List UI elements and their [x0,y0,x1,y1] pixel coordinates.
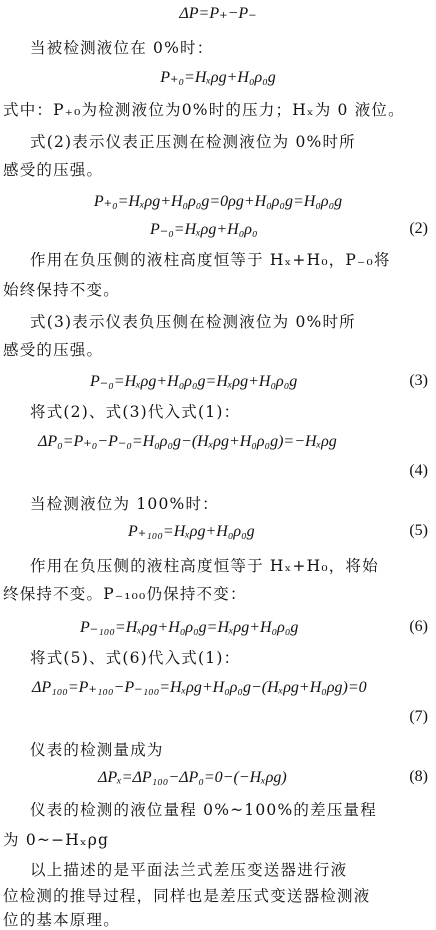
equation-number-2: (2) [409,220,428,237]
equation-5: P₊₁₀₀=Hₓρg+H₀ρ₀g [128,523,255,540]
paragraph-line: 式中：P₊₀为检测液位为0%时的压力；Hₓ为 0 液位。 [3,101,405,119]
paragraph-line: 位的基本原理。 [3,911,120,929]
equation-number-6: (6) [409,618,428,635]
paragraph-line: 终保持不变。P₋₁₀₀仍保持不变： [3,585,247,603]
paragraph-line: 始终保持不变。 [3,281,120,299]
equation-7: ΔP₁₀₀=P₊₁₀₀−P₋₁₀₀=Hₓρg+H₀ρ₀g−(Hₓρg+H₀ρg)=0 [32,679,367,696]
paragraph-line: 仪表的检测量成为 [30,741,164,759]
equation-delta-p: ΔP=P₊−P₋ [179,5,257,22]
equation-2: P₋₀=Hₓρg+H₀ρ₀ [150,221,258,238]
paragraph-line: 作用在负压侧的液柱高度恒等于 Hₓ+H₀，P₋₀将 [30,251,391,269]
paragraph-line: 位检测的推导过程，同样也是差压式变送器检测液 [3,887,371,905]
paragraph-line: 将式(5)、式(6)代入式(1)： [30,649,241,667]
equation-p-plus-0: P₊₀=Hₓρg+H₀ρ₀g [160,69,276,86]
paragraph-line: 作用在负压侧的液柱高度恒等于 Hₓ+H₀，将始 [30,557,379,575]
paragraph-line: 以上描述的是平面法兰式差压变送器进行液 [30,861,348,879]
equation-number-7: (7) [409,708,428,725]
paragraph-line: 式(3)表示仪表负压侧在检测液位为 0%时所 [30,313,356,331]
equation-4: ΔP₀=P₊₀−P₋₀=H₀ρ₀g−(Hₓρg+H₀ρ₀g)=−Hₓρg [38,433,337,450]
paragraph-line: 将式(2)、式(3)代入式(1)： [30,403,241,421]
equation-8: ΔPₓ=ΔP₁₀₀−ΔP₀=0−(−Hₓρg) [98,769,287,786]
paragraph-line: 感受的压强。 [3,161,104,179]
equation-number-3: (3) [409,372,428,389]
paragraph-line: 当检测液位为 100%时： [30,495,219,513]
paragraph-line: 当被检测液位在 0%时： [30,39,214,57]
equation-number-4: (4) [409,462,428,479]
paragraph-line: 感受的压强。 [3,341,104,359]
equation-6: P₋₁₀₀=Hₓρg+H₀ρ₀g=Hₓρg+H₀ρ₀g [80,619,299,636]
paragraph-line: 仪表的检测的液位量程 0%~100%的差压量程 [30,801,377,819]
equation-number-8: (8) [409,768,428,785]
equation-3: P₋₀=Hₓρg+H₀ρ₀g=Hₓρg+H₀ρ₀g [90,373,298,390]
paragraph-line: 式(2)表示仪表正压测在检测液位为 0%时所 [30,133,356,151]
equation-p-plus-0-expanded: P₊₀=Hₓρg+H₀ρ₀g=0ρg+H₀ρ₀g=H₀ρ₀g [93,193,343,210]
equation-number-5: (5) [409,522,428,539]
paragraph-line: 为 0~−Hₓρg [3,831,110,849]
